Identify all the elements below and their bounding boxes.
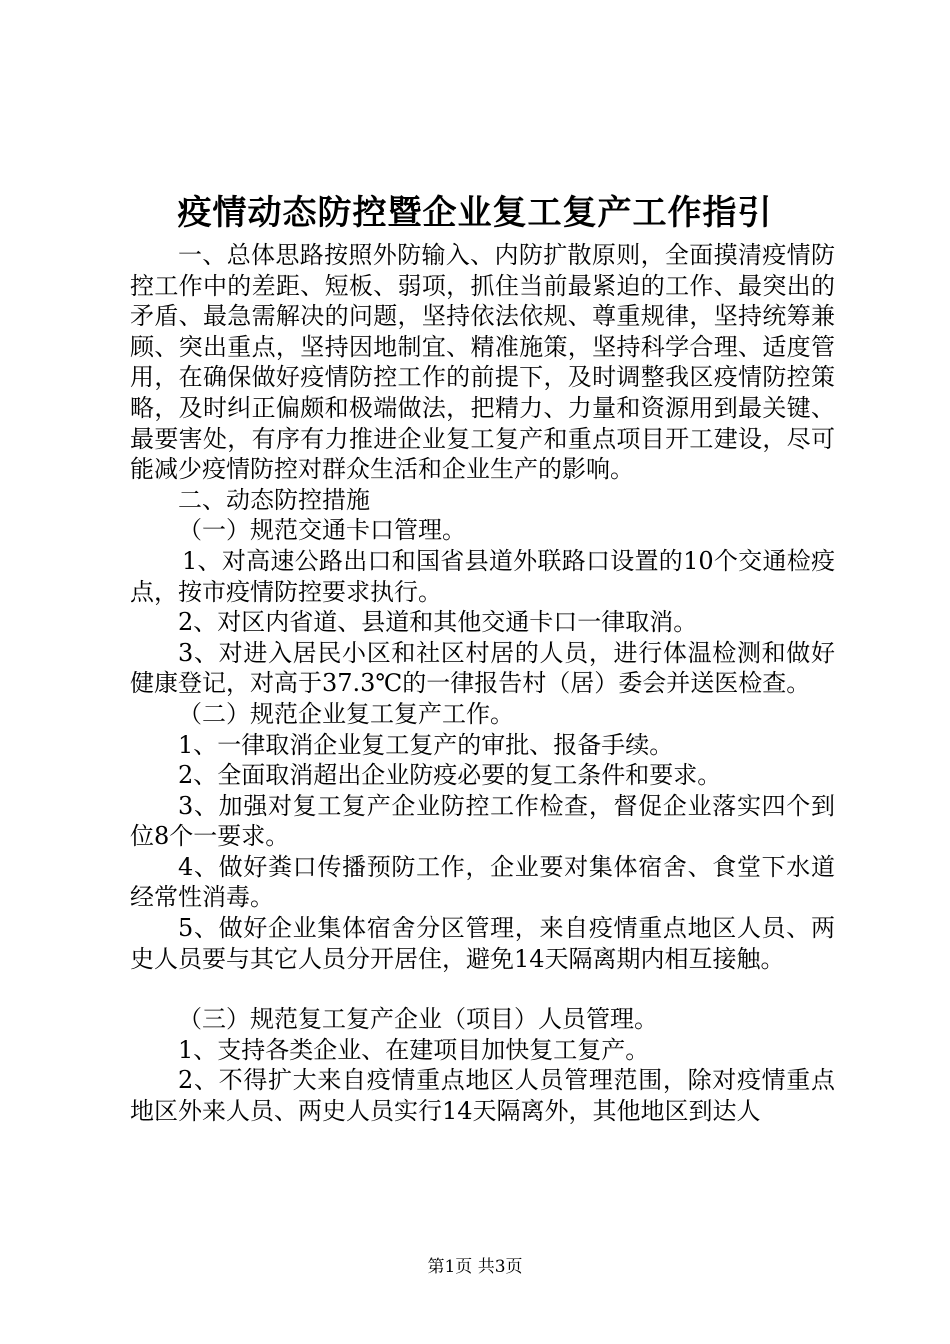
subsection-heading-1: （一）规范交通卡口管理。 bbox=[178, 516, 466, 545]
list-item: 3、加强对复工复产企业防控工作检查，督促企业落实四个到位8个一要求。 bbox=[130, 791, 835, 851]
list-item: 5、做好企业集体宿舍分区管理，来自疫情重点地区人员、两史人员要与其它人员分开居住，避免14天隔离期内相互接触。 bbox=[130, 914, 835, 973]
page-footer: 第1页 共3页 bbox=[427, 1257, 523, 1277]
list-item: 1、对高速公路出口和国省县道外联路口设置的10个交通检疫点，按市疫情防控要求执行。 bbox=[130, 546, 835, 606]
document-title: 疫情动态防控暨企业复工复产工作指引 bbox=[177, 193, 773, 233]
document-body bbox=[130, 240, 835, 1127]
section-heading-2: 二、动态防控措施 bbox=[178, 485, 370, 514]
list-item: 2、对区内省道、县道和其他交通卡口一律取消。 bbox=[178, 608, 698, 637]
list-item: 1、一律取消企业复工复产的审批、报备手续。 bbox=[178, 730, 674, 759]
list-item: 1、支持各类企业、在建项目加快复工复产。 bbox=[178, 1035, 650, 1064]
subsection-heading-2: （二）规范企业复工复产工作。 bbox=[178, 699, 514, 728]
paragraph-overview: 一、总体思路按照外防输入、内防扩散原则，全面摸清疫情防控工作中的差距、短板、弱项，抓住当前最紧迫的工作、最突出的矛盾、最急需解决的问题，坚持依法依规、尊重规律，坚持统筹兼顾、突出重点，坚持因地制宜、精准施策，坚持科学合理、适度管用，在确保做好疫情防控工作的前提下，及时调整我区疫情防控策略，及时纠正偏颇和极端做法，把精力、力量和资源用到最关键、最要害处，有序有力推进企业复工复产和重点项目开工建设，尽可能减少疫情防控对群众生活和企业生产的影响。 bbox=[130, 241, 835, 484]
list-item: 2、全面取消超出企业防疫必要的复工条件和要求。 bbox=[178, 761, 722, 790]
subsection-heading-3: （三）规范复工复产企业（项目）人员管理。 bbox=[178, 1005, 658, 1034]
list-item: 3、对进入居民小区和社区村居的人员，进行体温检测和做好健康登记，对高于37.3℃的一律报告村（居）委会并送医检查。 bbox=[130, 638, 835, 698]
list-item: 2、不得扩大来自疫情重点地区人员管理范围，除对疫情重点地区外来人员、两史人员实行14天隔离外，其他地区到达人 bbox=[130, 1066, 835, 1126]
list-item: 4、做好粪口传播预防工作，企业要对集体宿舍、食堂下水道经常性消毒。 bbox=[130, 852, 835, 912]
paragraph-gap bbox=[130, 974, 835, 1004]
